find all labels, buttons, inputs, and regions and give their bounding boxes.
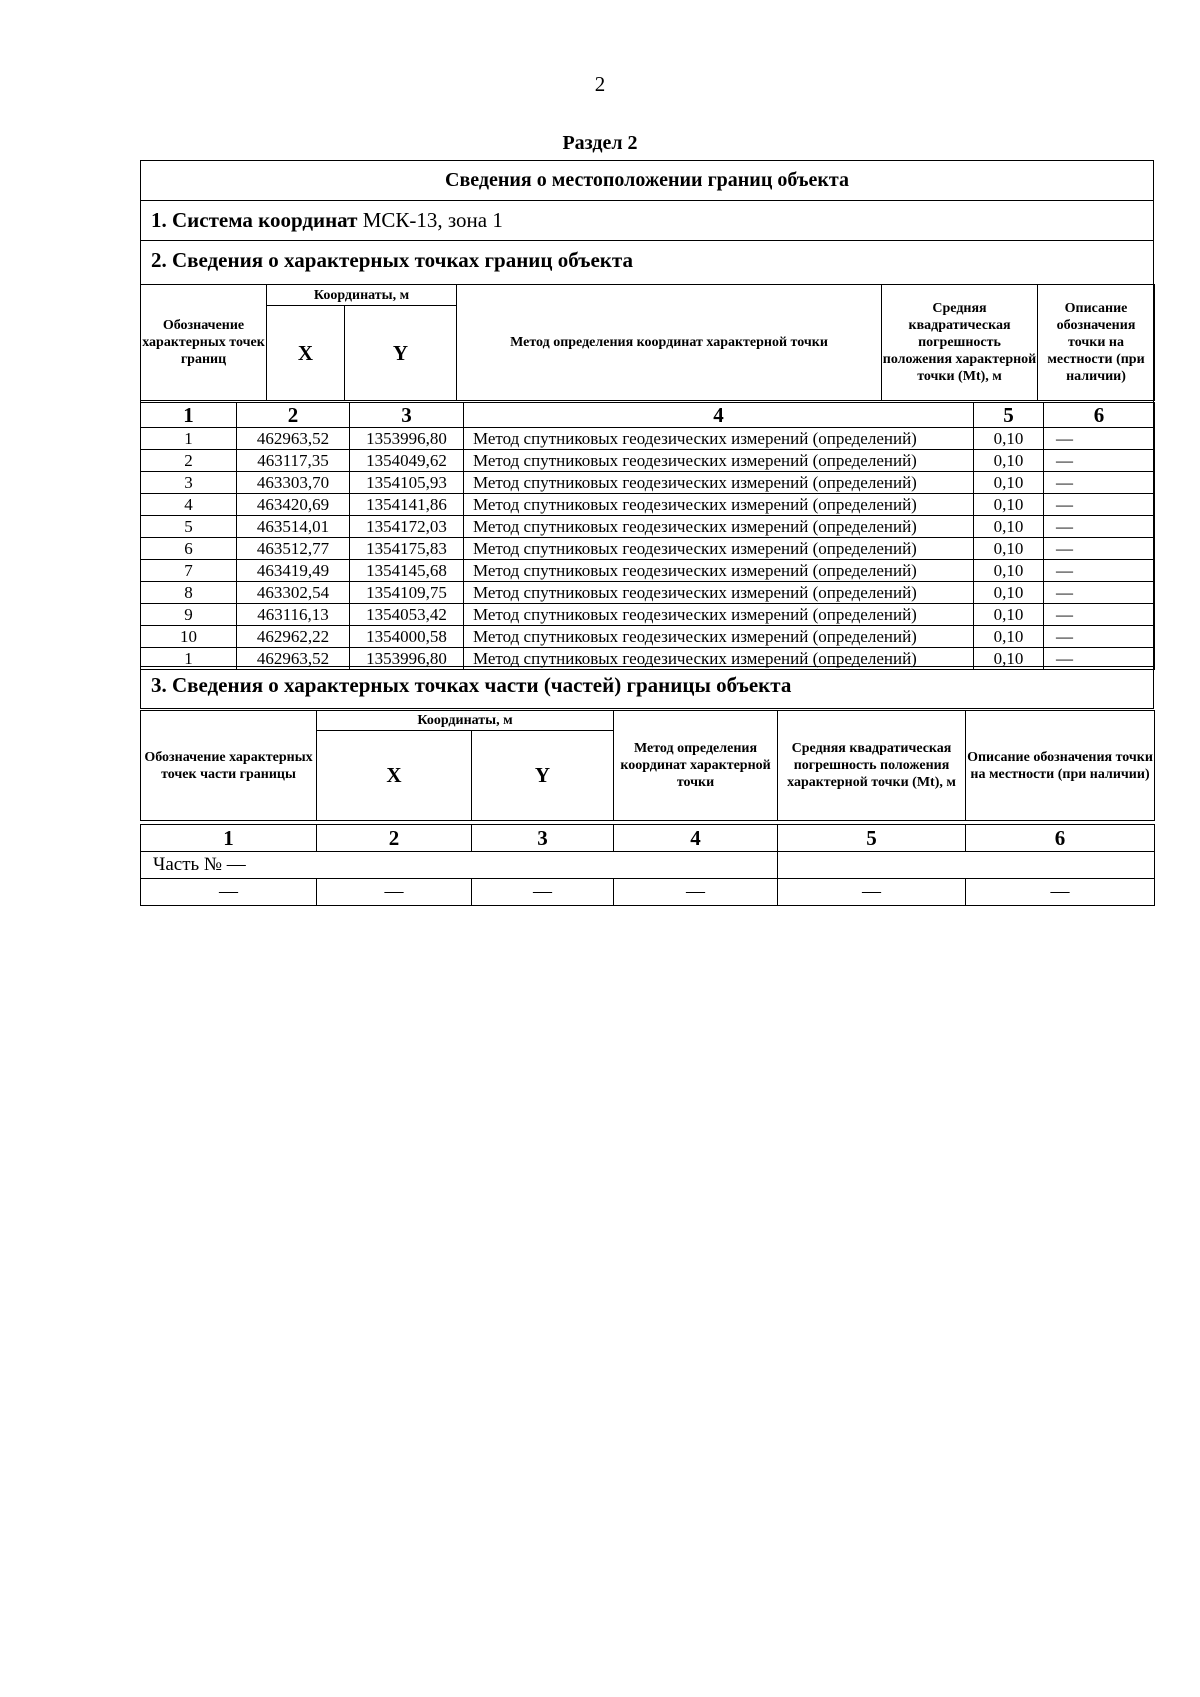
parts-table	[140, 824, 1155, 906]
s3-part-label: Часть № —	[141, 852, 778, 879]
s3-empty-cell: —	[778, 879, 966, 906]
method-cell: Метод спутниковых геодезических измерений (определений)	[464, 648, 974, 670]
description-cell: —	[1044, 472, 1155, 494]
point-number-cell: 9	[141, 604, 237, 626]
point-number-cell: 10	[141, 626, 237, 648]
col-y-header: Y	[345, 306, 457, 401]
error-cell: 0,10	[974, 538, 1044, 560]
error-cell: 0,10	[974, 516, 1044, 538]
coord-system-label: 1. Система координат	[151, 208, 358, 232]
error-cell: 0,10	[974, 560, 1044, 582]
index-cell: 2	[237, 403, 350, 428]
method-cell: Метод спутниковых геодезических измерений (определений)	[464, 428, 974, 450]
method-cell: Метод спутниковых геодезических измерений (определений)	[464, 560, 974, 582]
point-number-cell: 8	[141, 582, 237, 604]
y-coord-cell: 1354141,86	[350, 494, 464, 516]
y-coord-cell: 1354175,83	[350, 538, 464, 560]
table-row	[141, 538, 1155, 560]
table-row	[141, 604, 1155, 626]
method-cell: Метод спутниковых геодезических измерений (определений)	[464, 450, 974, 472]
y-coord-cell: 1354053,42	[350, 604, 464, 626]
x-coord-cell: 463419,49	[237, 560, 350, 582]
index-cell: 3	[350, 403, 464, 428]
table-row	[141, 450, 1155, 472]
index-cell: 4	[464, 403, 974, 428]
point-number-cell: 6	[141, 538, 237, 560]
error-cell: 0,10	[974, 648, 1044, 670]
s3-index-row	[141, 825, 1155, 852]
description-cell: —	[1044, 428, 1155, 450]
points-table	[140, 402, 1155, 670]
x-coord-cell: 463302,54	[237, 582, 350, 604]
s3-empty-cell: —	[317, 879, 472, 906]
point-number-cell: 7	[141, 560, 237, 582]
table-row	[141, 582, 1155, 604]
points-title: 2. Сведения о характерных точках границ объекта	[151, 248, 633, 272]
method-cell: Метод спутниковых геодезических измерений (определений)	[464, 472, 974, 494]
table-row	[141, 472, 1155, 494]
s3-col-method-header: Метод определения координат характерной точки	[614, 711, 778, 821]
method-cell: Метод спутниковых геодезических измерений (определений)	[464, 626, 974, 648]
table-row	[141, 428, 1155, 450]
x-coord-cell: 462963,52	[237, 428, 350, 450]
point-number-cell: 4	[141, 494, 237, 516]
parts-table-header	[140, 710, 1155, 821]
index-cell: 5	[974, 403, 1044, 428]
col-desc-header: Описание обозначения точки на местности (при наличии)	[1038, 285, 1155, 401]
error-cell: 0,10	[974, 494, 1044, 516]
table-row	[141, 626, 1155, 648]
section-title: Раздел 2	[562, 132, 638, 154]
x-coord-cell: 463514,01	[237, 516, 350, 538]
error-cell: 0,10	[974, 450, 1044, 472]
y-coord-cell: 1354172,03	[350, 516, 464, 538]
s3-index-cell: 6	[966, 825, 1155, 852]
point-number-cell: 2	[141, 450, 237, 472]
col-point-header: Обозначение характерных точек границ	[141, 285, 267, 401]
point-number-cell: 5	[141, 516, 237, 538]
method-cell: Метод спутниковых геодезических измерений (определений)	[464, 494, 974, 516]
page-number: 2	[594, 72, 606, 96]
method-cell: Метод спутниковых геодезических измерений (определений)	[464, 516, 974, 538]
title-band	[141, 161, 1153, 201]
index-cell: 1	[141, 403, 237, 428]
method-cell: Метод спутниковых геодезических измерений (определений)	[464, 538, 974, 560]
x-coord-cell: 462963,52	[237, 648, 350, 670]
x-coord-cell: 463117,35	[237, 450, 350, 472]
s3-index-cell: 2	[317, 825, 472, 852]
header-title: Сведения о местоположении границ объекта	[445, 169, 849, 191]
description-cell: —	[1044, 560, 1155, 582]
s3-empty-cell: —	[614, 879, 778, 906]
s3-col-coords-header: Координаты, м	[317, 711, 614, 731]
coord-system-band	[141, 201, 1153, 241]
point-number-cell: 1	[141, 648, 237, 670]
y-coord-cell: 1354109,75	[350, 582, 464, 604]
description-cell: —	[1044, 516, 1155, 538]
index-row	[141, 403, 1155, 428]
y-coord-cell: 1353996,80	[350, 428, 464, 450]
s3-col-x-header: X	[317, 731, 472, 821]
points-table-header	[140, 284, 1155, 401]
s3-index-cell: 5	[778, 825, 966, 852]
description-cell: —	[1044, 648, 1155, 670]
s3-col-desc-header: Описание обозначения точки на местности (при наличии)	[966, 711, 1155, 821]
col-method-header: Метод определения координат характерной точки	[457, 285, 882, 401]
col-coords-header: Координаты, м	[267, 285, 457, 306]
s3-part-row	[141, 852, 1155, 879]
col-x-header: X	[267, 306, 345, 401]
x-coord-cell: 463116,13	[237, 604, 350, 626]
s3-empty-cell: —	[141, 879, 317, 906]
x-coord-cell: 462962,22	[237, 626, 350, 648]
description-cell: —	[1044, 582, 1155, 604]
x-coord-cell: 463303,70	[237, 472, 350, 494]
table-row	[141, 516, 1155, 538]
s3-empty-cell: —	[472, 879, 614, 906]
s3-part-empty	[778, 852, 1155, 879]
section3-band	[140, 666, 1154, 709]
s3-empty-row	[141, 879, 1155, 906]
description-cell: —	[1044, 450, 1155, 472]
error-cell: 0,10	[974, 626, 1044, 648]
y-coord-cell: 1353996,80	[350, 648, 464, 670]
method-cell: Метод спутниковых геодезических измерений (определений)	[464, 604, 974, 626]
y-coord-cell: 1354105,93	[350, 472, 464, 494]
error-cell: 0,10	[974, 428, 1044, 450]
y-coord-cell: 1354145,68	[350, 560, 464, 582]
points-band	[141, 241, 1153, 285]
s3-index-cell: 4	[614, 825, 778, 852]
error-cell: 0,10	[974, 472, 1044, 494]
y-coord-cell: 1354049,62	[350, 450, 464, 472]
coord-system-value: МСК-13, зона 1	[362, 208, 503, 232]
description-cell: —	[1044, 626, 1155, 648]
y-coord-cell: 1354000,58	[350, 626, 464, 648]
s3-index-cell: 3	[472, 825, 614, 852]
description-cell: —	[1044, 538, 1155, 560]
point-number-cell: 3	[141, 472, 237, 494]
description-cell: —	[1044, 604, 1155, 626]
x-coord-cell: 463512,77	[237, 538, 350, 560]
method-cell: Метод спутниковых геодезических измерений (определений)	[464, 582, 974, 604]
x-coord-cell: 463420,69	[237, 494, 350, 516]
error-cell: 0,10	[974, 582, 1044, 604]
index-cell: 6	[1044, 403, 1155, 428]
s3-col-error-header: Средняя квадратическая погрешность положения характерной точки (Mt), м	[778, 711, 966, 821]
s3-col-point-header: Обозначение характерных точек части границы	[141, 711, 317, 821]
s3-empty-cell: —	[966, 879, 1155, 906]
s3-index-cell: 1	[141, 825, 317, 852]
table-row	[141, 494, 1155, 516]
table-row	[141, 560, 1155, 582]
col-error-header: Средняя квадратическая погрешность положения характерной точки (Mt), м	[882, 285, 1038, 401]
section3-title: 3. Сведения о характерных точках части (частей) границы объекта	[151, 673, 792, 697]
point-number-cell: 1	[141, 428, 237, 450]
description-cell: —	[1044, 494, 1155, 516]
error-cell: 0,10	[974, 604, 1044, 626]
s3-col-y-header: Y	[472, 731, 614, 821]
